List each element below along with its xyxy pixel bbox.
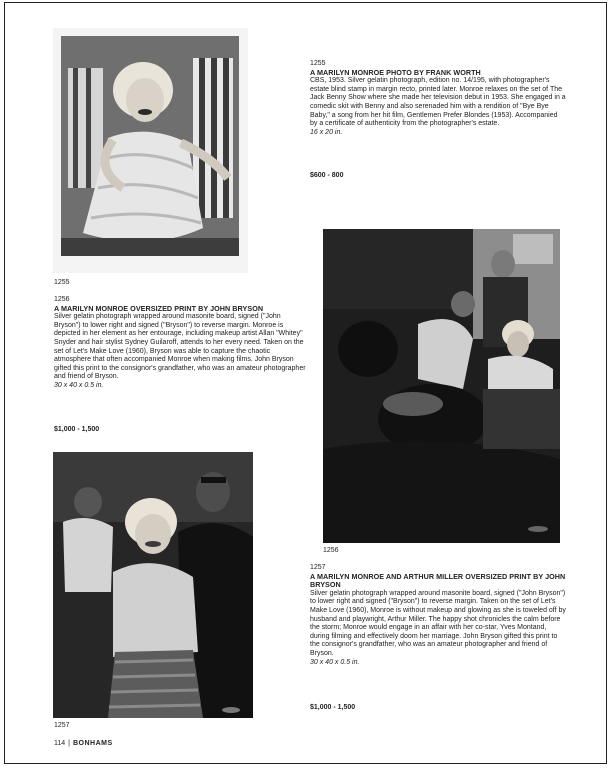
lot-description: Silver gelatin photograph wrapped around masonite board, signed ("John Bryson") to lower right and signed ("Bryson") to reverse margin. Taken on the set of Let's Make Love (1960), Monroe is without makeup and glowing as she is toweled off by husband and playwright, Arthur Miller. The happy shot chronicles the calm before the storm; Monroe would engage in an affair with her co-star, Yves Montand, during filming and effectively doom her marriage. John Bryson gifted this print to the consignor's grandfather, who was an amateur photographer and friend of Bryson. — [310, 589, 566, 657]
photo-lot-1255 — [53, 28, 248, 273]
lot-description: Silver gelatin photograph wrapped around masonite board, signed ("John Bryson") to lower right and signed ("Bryson") to reverse margin. Monroe is depicted in her element as her entourage, including makeup artist Allan "Whitey" Snyder and hair stylist Sydney Guilaroff, attends to her every need. Taken on the set of Let's Make Love (1960), Bryson was able to capture the chaotic atmosphere that often accompanied Monroe when making films. John Bryson gifted this print to the consignor's grandfather, who was an amateur photographer and friend of Bryson. — [54, 313, 306, 381]
lot-number: 1257 — [310, 564, 326, 571]
brand-name: BONHAMS — [73, 740, 113, 747]
page-number: 114 — [54, 740, 66, 747]
lot-1256-text — [54, 296, 309, 391]
lot-title: A MARILYN MONROE AND ARTHUR MILLER OVERSIZED PRINT BY JOHN BRYSON — [310, 571, 566, 590]
photo-lot-1257 — [53, 452, 253, 718]
lot-title: A MARILYN MONROE PHOTO BY FRANK WORTH — [310, 67, 481, 77]
lot-size: 30 x 40 x 0.5 in. — [54, 381, 104, 389]
lot-size: 30 x 40 x 0.5 in. — [310, 658, 360, 666]
photo-caption-1257: 1257 — [54, 722, 70, 729]
lot-1257-price: $1,000 - 1,500 — [310, 704, 356, 711]
lot-1255-text — [310, 60, 566, 137]
lot-1256-price: $1,000 - 1,500 — [54, 426, 100, 433]
page-footer — [54, 740, 113, 747]
photo-lot-1256 — [323, 229, 560, 543]
lot-number: 1256 — [54, 296, 70, 303]
lot-size: 16 x 20 in. — [310, 128, 343, 136]
footer-separator: | — [68, 740, 70, 747]
photo-caption-1255: 1255 — [54, 279, 70, 286]
lot-description: CBS, 1953. Silver gelatin photograph, edition no. 14/195, with photographer's estate blind stamp in margin recto, printed later. Monroe relaxes on the set of The Jack Benny Show where she made her television debut in 1953. She engaged in a comedic skit with Benny and also serenaded him with a rendition of "Bye Bye Baby," a song from her hit film, Gentlemen Prefer Blondes (1953). Accompanied by a certificate of authenticity from the photographer's estate. — [310, 77, 566, 128]
lot-number: 1255 — [310, 60, 326, 67]
lot-1257-text — [310, 564, 566, 667]
lot-1255-price: $600 - 800 — [310, 172, 344, 179]
photo-caption-1256: 1256 — [323, 547, 339, 554]
lot-title-visible: A MARILYN MONROE OVERSIZED PRINT BY JOHN BRYSON — [54, 303, 264, 313]
